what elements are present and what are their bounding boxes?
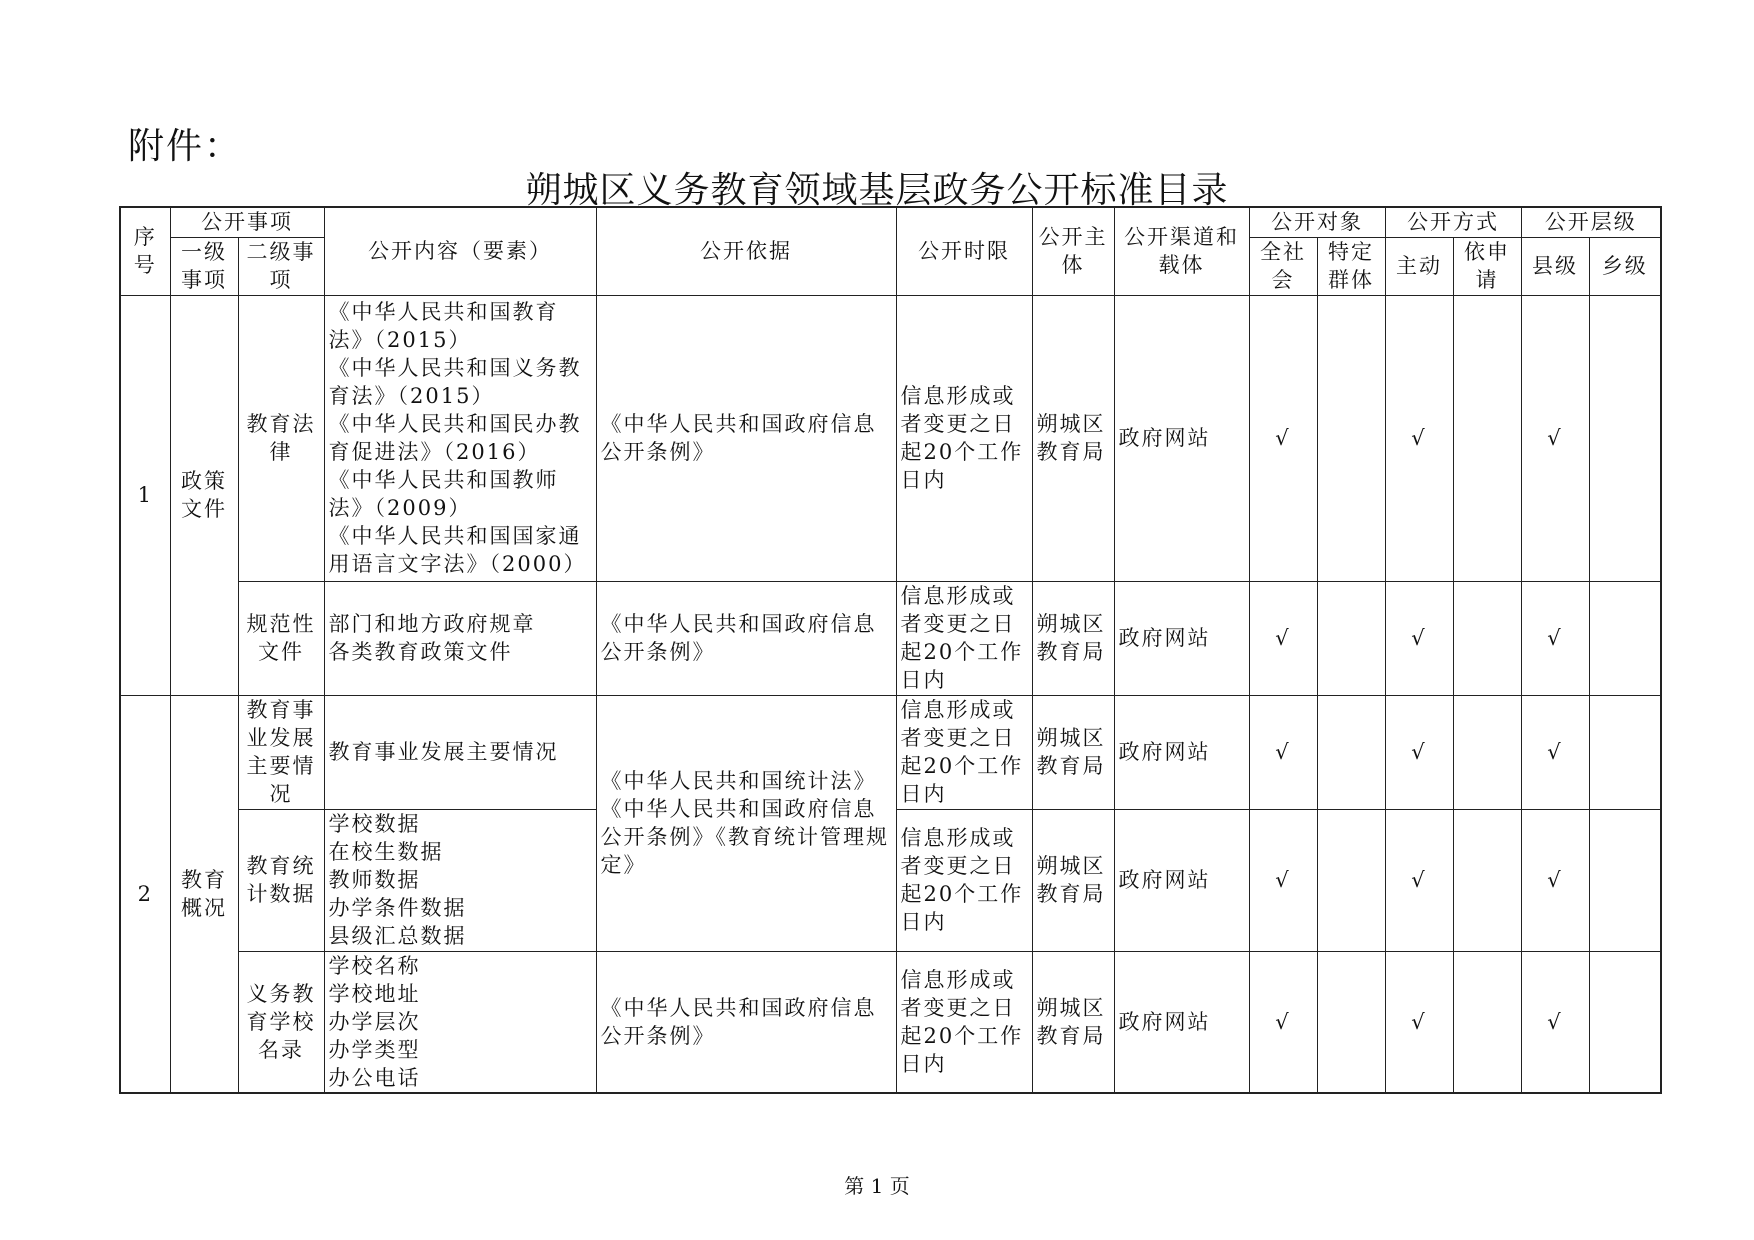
header-basis: 公开依据 [596, 207, 896, 295]
cell-level2: 教育法律 [238, 295, 324, 581]
content-line: 办学层次 [328, 1009, 421, 1034]
cell-basis: 《中华人民共和国政府信息公开条例》 [596, 581, 896, 695]
header-level-town: 乡级 [1589, 237, 1661, 295]
cell-channel: 政府网站 [1114, 951, 1249, 1093]
content-line: 学校数据 [328, 812, 421, 836]
cell-level2: 规范性文件 [238, 581, 324, 695]
cell-content [324, 295, 596, 581]
cell-level-county: √ [1521, 951, 1589, 1093]
header-target-specific: 特定群体 [1317, 237, 1385, 295]
cell-mode-active: √ [1385, 809, 1453, 951]
header-time-limit: 公开时限 [896, 207, 1032, 295]
cell-time-limit: 信息形成或者变更之日起20个工作日内 [896, 809, 1032, 951]
cell-target-all: √ [1249, 295, 1317, 581]
table-row [120, 581, 1661, 695]
header-target-group: 公开对象 [1249, 207, 1385, 237]
cell-level-town [1589, 809, 1661, 951]
cell-mode-active: √ [1385, 295, 1453, 581]
content-line: 各类教育政策文件 [328, 640, 513, 664]
cell-content [324, 581, 596, 695]
cell-level1: 政策文件 [170, 295, 238, 695]
content-line: 《中华人民共和国教师法》（2009） [328, 468, 559, 520]
header-subject: 公开主体 [1032, 207, 1114, 295]
cell-level-town [1589, 951, 1661, 1093]
content-line: 办公电话 [328, 1065, 421, 1090]
content-line: 教师数据 [328, 868, 421, 892]
cell-target-specific [1317, 295, 1385, 581]
table-row [120, 695, 1661, 809]
cell-mode-active: √ [1385, 581, 1453, 695]
content-line: 教育事业发展主要情况 [328, 740, 559, 764]
content-line: 县级汇总数据 [328, 924, 467, 948]
page-number: 第 1 页 [844, 1174, 910, 1198]
attachment-label: 附件： [128, 126, 243, 167]
cell-level2: 教育统计数据 [238, 809, 324, 951]
cell-seq: 1 [120, 295, 170, 695]
cell-basis: 《中华人民共和国政府信息公开条例》 [596, 295, 896, 581]
header-mode-group: 公开方式 [1385, 207, 1521, 237]
header-channel: 公开渠道和载体 [1114, 207, 1249, 295]
cell-time-limit: 信息形成或者变更之日起20个工作日内 [896, 695, 1032, 809]
cell-time-limit: 信息形成或者变更之日起20个工作日内 [896, 581, 1032, 695]
content-line: 《中华人民共和国教育法》（2015） [328, 300, 559, 352]
header-items-group: 公开事项 [170, 207, 324, 237]
cell-target-all: √ [1249, 695, 1317, 809]
cell-time-limit: 信息形成或者变更之日起20个工作日内 [896, 295, 1032, 581]
cell-target-all: √ [1249, 581, 1317, 695]
header-level1: 一级事项 [170, 237, 238, 295]
header-mode-active: 主动 [1385, 237, 1453, 295]
disclosure-table [119, 206, 1662, 1094]
cell-mode-request [1453, 581, 1521, 695]
content-line: 《中华人民共和国国家通用语言文字法》（2000） [328, 524, 587, 576]
cell-mode-request [1453, 951, 1521, 1093]
cell-subject: 朔城区教育局 [1032, 581, 1114, 695]
cell-target-all: √ [1249, 809, 1317, 951]
cell-mode-active: √ [1385, 951, 1453, 1093]
cell-level2: 教育事业发展主要情况 [238, 695, 324, 809]
cell-content [324, 809, 596, 951]
cell-content [324, 951, 596, 1093]
cell-channel: 政府网站 [1114, 295, 1249, 581]
content-line: 部门和地方政府规章 [328, 612, 536, 636]
cell-channel: 政府网站 [1114, 581, 1249, 695]
cell-target-specific [1317, 809, 1385, 951]
cell-level-town [1589, 581, 1661, 695]
content-line: 在校生数据 [328, 840, 444, 864]
cell-subject: 朔城区教育局 [1032, 695, 1114, 809]
header-level-group: 公开层级 [1521, 207, 1661, 237]
cell-level1: 教育概况 [170, 695, 238, 1093]
header-content: 公开内容（要素） [324, 207, 596, 295]
cell-mode-request [1453, 295, 1521, 581]
cell-level-county: √ [1521, 581, 1589, 695]
cell-mode-active: √ [1385, 695, 1453, 809]
cell-subject: 朔城区教育局 [1032, 295, 1114, 581]
cell-target-all: √ [1249, 951, 1317, 1093]
header-level2: 二级事项 [238, 237, 324, 295]
cell-level-county: √ [1521, 295, 1589, 581]
cell-target-specific [1317, 951, 1385, 1093]
cell-subject: 朔城区教育局 [1032, 809, 1114, 951]
content-line: 学校地址 [328, 981, 421, 1006]
cell-content [324, 695, 596, 809]
cell-channel: 政府网站 [1114, 695, 1249, 809]
page-title: 朔城区义务教育领域基层政务公开标准目录 [525, 170, 1229, 211]
cell-level-town [1589, 695, 1661, 809]
cell-mode-request [1453, 695, 1521, 809]
cell-basis: 《中华人民共和国统计法》《中华人民共和国政府信息公开条例》《教育统计管理规定》 [596, 695, 896, 951]
cell-level-county: √ [1521, 695, 1589, 809]
content-line: 办学类型 [328, 1037, 421, 1062]
cell-target-specific [1317, 695, 1385, 809]
cell-level-town [1589, 295, 1661, 581]
table-row [120, 295, 1661, 581]
content-line: 办学条件数据 [328, 896, 467, 920]
content-line: 学校名称 [328, 953, 421, 978]
content-line: 《中华人民共和国义务教育法》（2015） [328, 356, 582, 408]
cell-time-limit: 信息形成或者变更之日起20个工作日内 [896, 951, 1032, 1093]
cell-target-specific [1317, 581, 1385, 695]
content-line: 《中华人民共和国民办教育促进法》（2016） [328, 412, 582, 464]
cell-seq: 2 [120, 695, 170, 1093]
cell-channel: 政府网站 [1114, 809, 1249, 951]
cell-subject: 朔城区教育局 [1032, 951, 1114, 1093]
cell-level-county: √ [1521, 809, 1589, 951]
cell-level2: 义务教育学校名录 [238, 951, 324, 1093]
header-mode-request: 依申请 [1453, 237, 1521, 295]
header-seq: 序号 [120, 207, 170, 295]
header-level-county: 县级 [1521, 237, 1589, 295]
cell-mode-request [1453, 809, 1521, 951]
cell-basis: 《中华人民共和国政府信息公开条例》 [596, 951, 896, 1093]
table-row [120, 951, 1661, 1093]
header-target-all: 全社会 [1249, 237, 1317, 295]
